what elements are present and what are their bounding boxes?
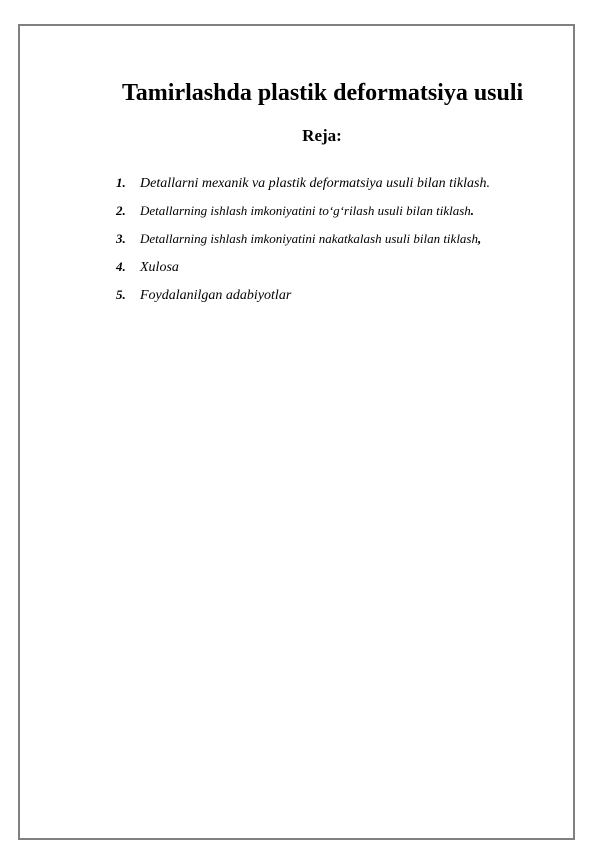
plan-item-5 [116,287,490,315]
plan-heading: Reja: [302,126,342,145]
plan-item-text: Detallarning ishlash imkoniyatini nakatkalash usuli bilan tiklash [140,231,478,246]
plan-item-text: Detallarning ishlash imkoniyatini to‘g‘rilash usuli bilan tiklash [140,203,471,218]
plan-item-4 [116,259,490,287]
plan-item-2 [116,203,490,231]
document-title: Tamirlashda plastik deformatsiya usuli [122,80,524,106]
plan-item-number: 3. [116,231,126,246]
plan-item-number: 5. [116,287,126,302]
plan-item-number: 4. [116,259,126,274]
plan-item-number: 1. [116,175,126,190]
plan-item-punct: , [478,231,482,246]
plan-item-number: 2. [116,203,126,218]
plan-list [116,175,490,315]
plan-item-3 [116,231,490,259]
plan-item-text: Foydalanilgan adabiyotlar [140,288,292,303]
plan-item-punct: . [470,203,475,218]
plan-item-1 [116,175,490,203]
plan-item-text: Xulosa [140,260,179,275]
plan-item-text: Detallarni mexanik va plastik deformatsiya usuli bilan tiklash. [140,176,490,191]
